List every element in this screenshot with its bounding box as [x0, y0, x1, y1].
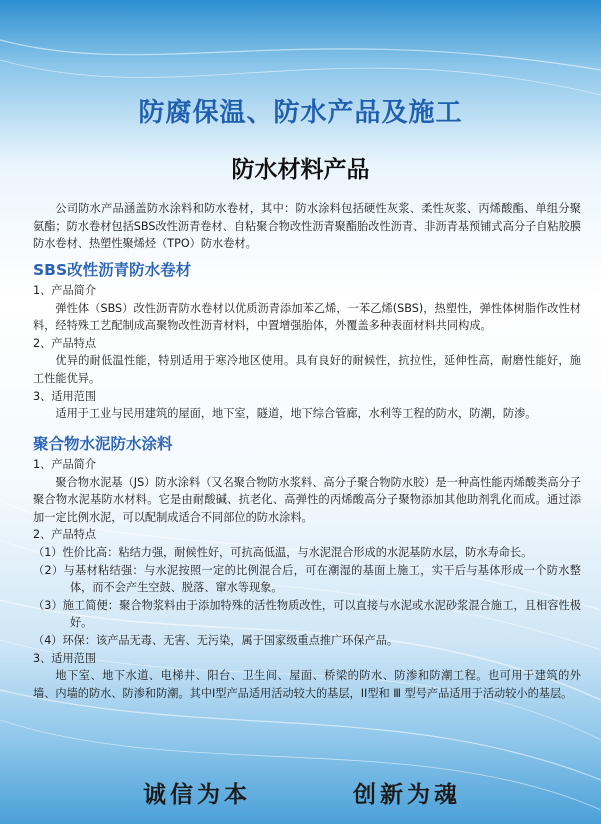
motto-left: 诚信为本 [143, 782, 251, 808]
js-heading-features: 2、产品特点 [33, 528, 97, 542]
sbs-heading-scope: 3、适用范围 [33, 389, 97, 403]
js-feature-3: （3）施工简便：聚合物浆料由于添加特殊的活性物质改性，可以直接与水泥或水泥砂浆混合施工，且相容性极好。 [33, 598, 581, 630]
motto-right: 创新为魂 [353, 782, 461, 808]
sbs-scope-text: 适用于工业与民用建筑的屋面，地下室，隧道，地下综合管廊，水利等工程的防水，防潮，防渗。 [55, 407, 537, 421]
intro-paragraph: 公司防水产品涵盖防水涂料和防水卷材，其中：防水涂料包括硬性灰浆、柔性灰浆、丙烯酸酯、单组分聚氨酯；防水卷材包括SBS改性沥青卷材、自粘聚合物改性沥青聚酯胎改性沥青、非沥青基预铺式高分子自粘胶膜防水卷材、热塑性聚烯烃（TPO）防水卷材。 [33, 202, 581, 251]
sub-title: 防水材料产品 [231, 157, 370, 183]
js-feature-1: （1）性价比高：粘结力强，耐候性好，可抗高低温，与水泥混合形成的水泥基防水层，防水寿命长。 [33, 545, 533, 559]
js-scope-text: 地下室、地下水道、电梯井、阳台、卫生间、屋面、桥梁的防水、防渗和防潮工程。也可用于建筑的外墙、内墙的防水、防渗和防潮。其中I型产品适用活动较大的基层，II型和 Ⅲ 型号产品适用于活动较小的基层。 [33, 669, 581, 700]
js-heading-intro: 1、产品简介 [33, 458, 97, 471]
sbs-heading-features: 2、产品特点 [33, 336, 97, 350]
section-sbs-body [33, 282, 581, 423]
sbs-features-text: 优异的耐低温性能，特别适用于寒冷地区使用。具有良好的耐候性，抗拉性，延伸性高，耐磨性能好，施工性能优异。 [33, 354, 581, 385]
section-title-js: 聚合物水泥防水涂料 [33, 435, 173, 453]
section-title-sbs: SBS改性沥青防水卷材 [33, 261, 192, 279]
sbs-heading-intro: 1、产品简介 [33, 284, 97, 297]
js-heading-scope: 3、适用范围 [33, 651, 97, 665]
intro-block [33, 200, 581, 253]
js-feature-4: （4）环保：该产品无毒、无害、无污染，属于国家级重点推广环保产品。 [33, 633, 399, 647]
js-intro-text: 聚合物水泥基（JS）防水涂料（又名聚合物防水浆料、高分子聚合物防水胶）是一种高性能丙烯酸类高分子聚合物水泥基防水材料。它是由耐酸碱、抗老化、高弹性的丙烯酸高分子聚物添加其他助剂乳化而成。通过添加一定比例水泥，可以配制成适合不同部位的防水涂料。 [33, 475, 581, 524]
section-js-body [33, 456, 581, 702]
js-feature-2: （2）与基材粘结强：与水泥按照一定的比例混合后，可在潮湿的基面上施工，实干后与基体形成一个防水整体，而不会产生空鼓、脱落、窜水等现象。 [33, 563, 581, 595]
main-title: 防腐保温、防水产品及施工 [138, 98, 463, 128]
sbs-intro-text: 弹性体（SBS）改性沥青防水卷材以优质沥青添加苯乙烯，一苯乙烯(SBS)，热塑性，弹性体树脂作改性材料，经特殊工艺配制成高聚物改性沥青材料，中置增强胎体，外覆盖多种表面材料共同构成。 [33, 301, 581, 333]
